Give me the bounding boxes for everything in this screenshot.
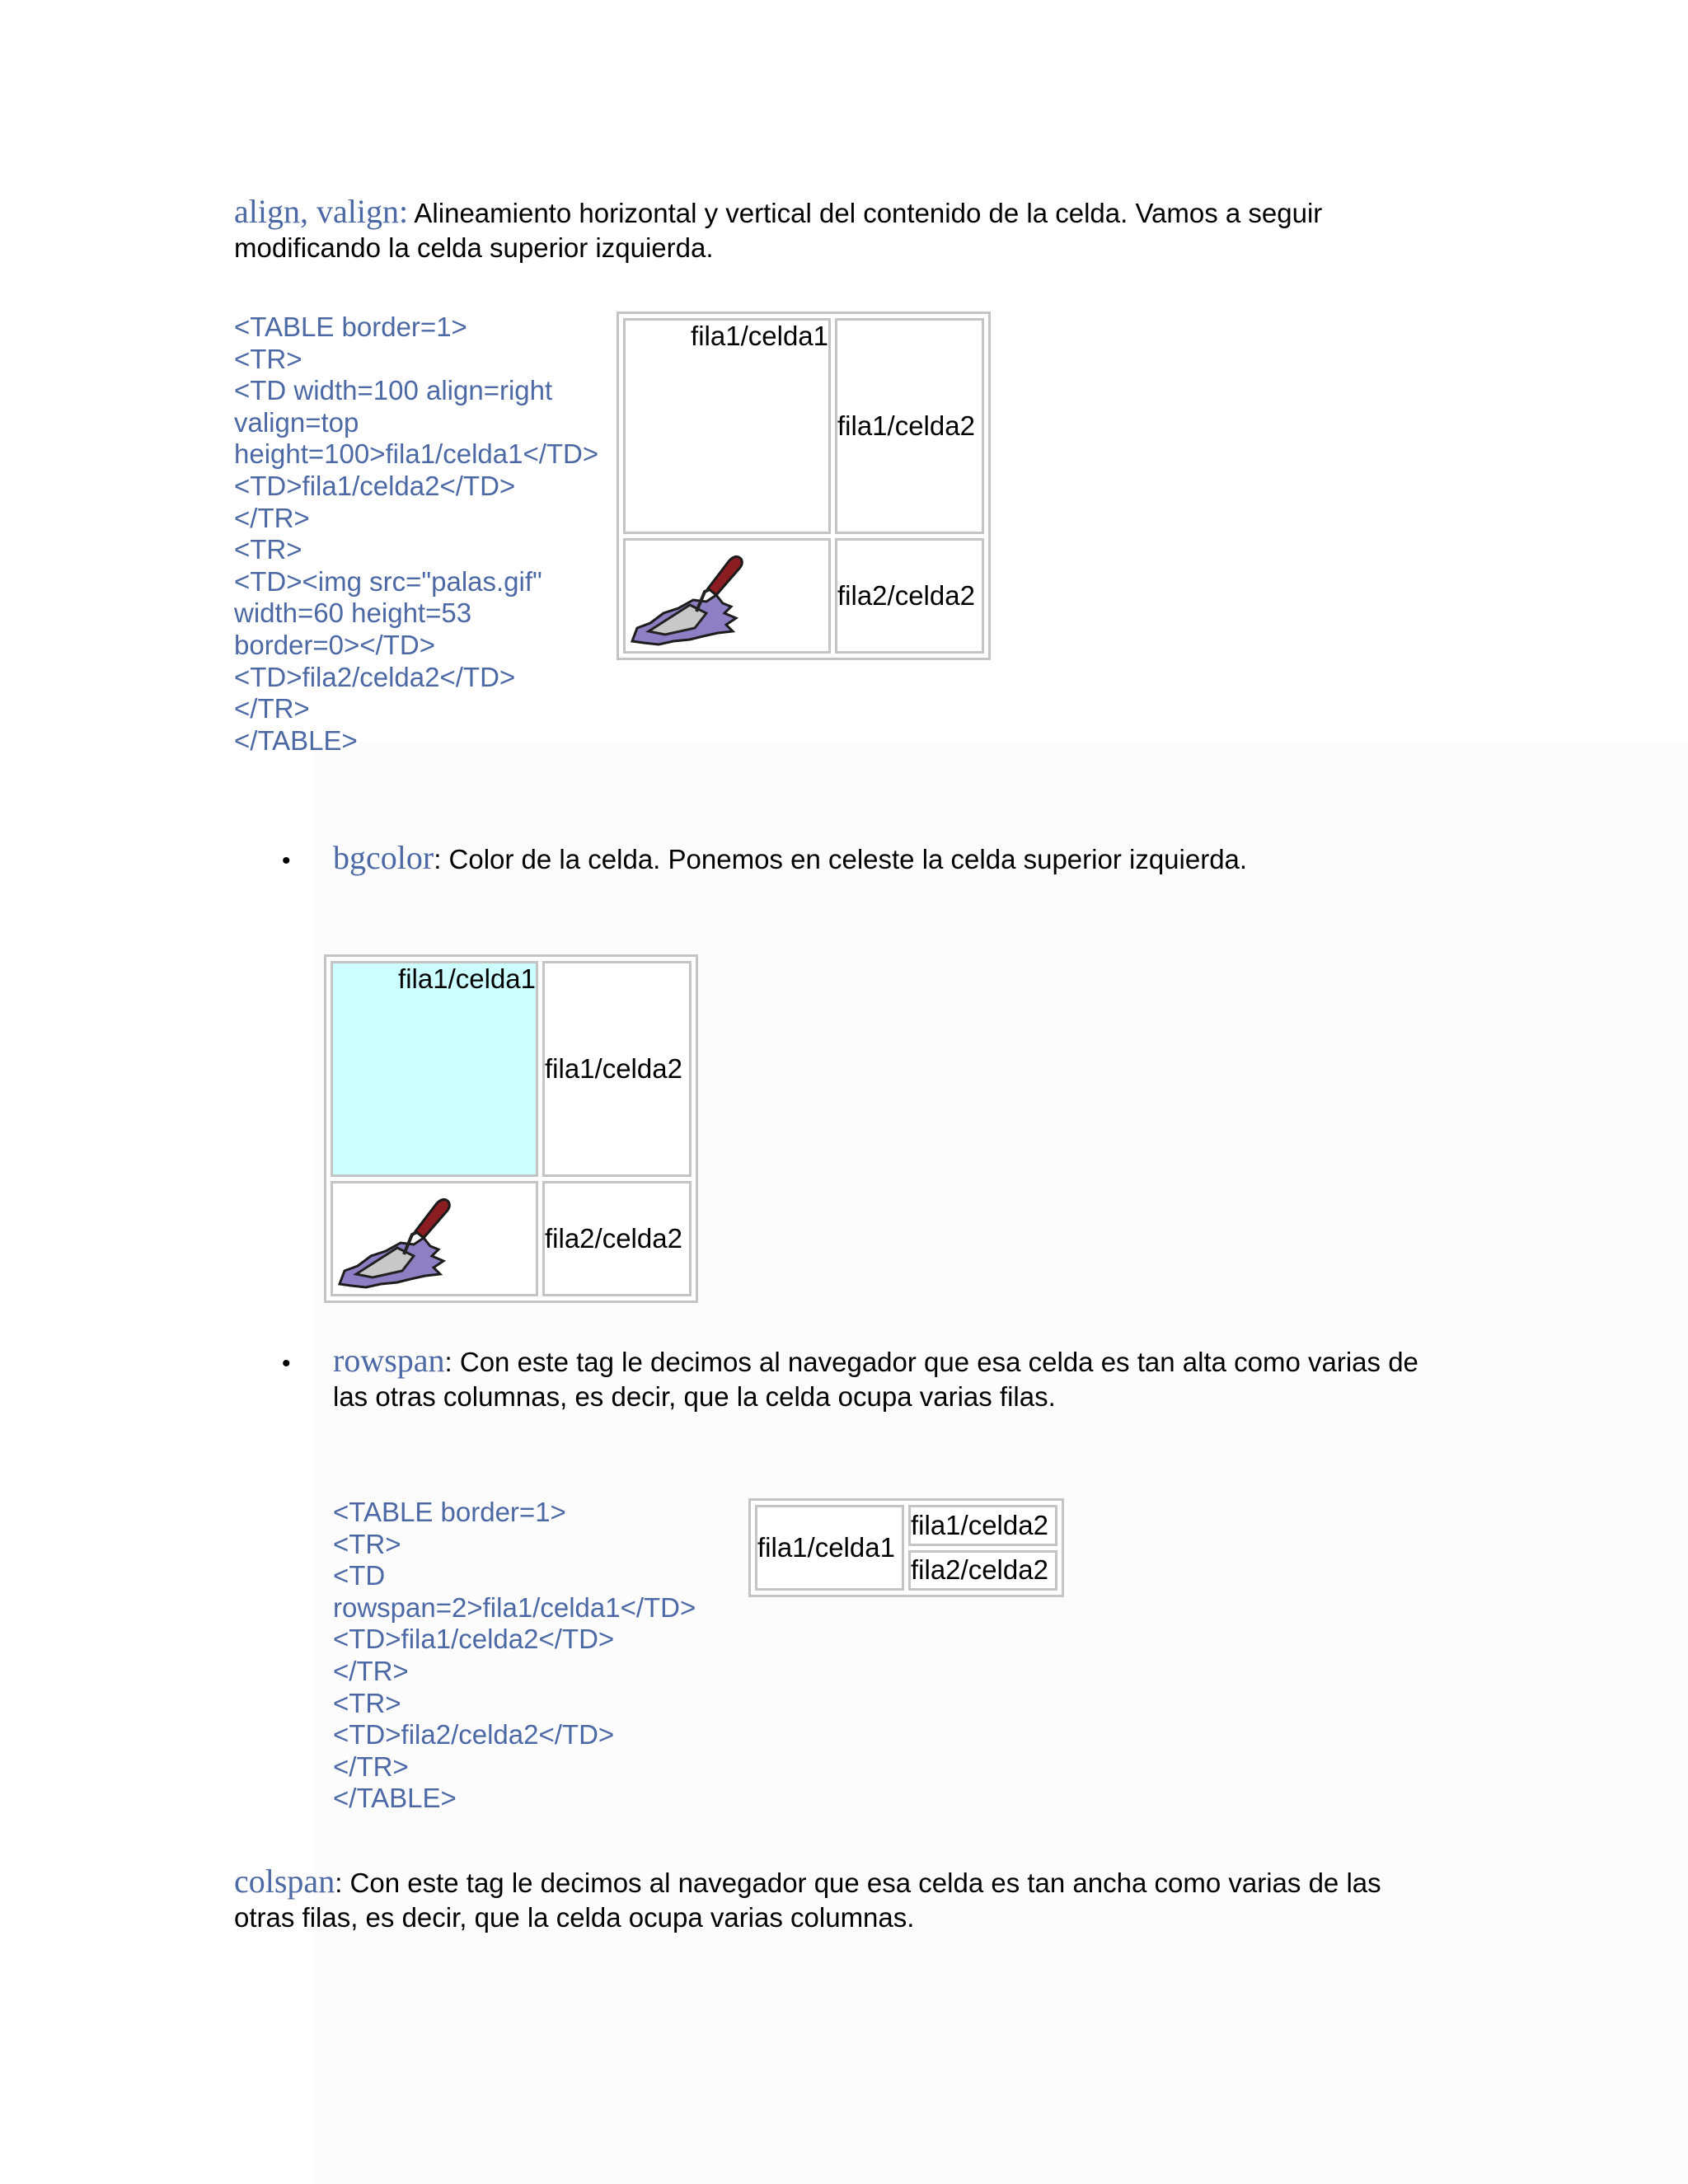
cell-text: fila1/celda2 xyxy=(545,1053,682,1084)
trowel-icon xyxy=(626,542,828,649)
code-line: </TABLE> xyxy=(333,1783,457,1814)
table-cell xyxy=(542,961,692,1177)
code-line: <TR> xyxy=(234,343,302,374)
cell-text: fila1/celda2 xyxy=(911,1509,1048,1540)
cell-text: fila2/celda2 xyxy=(545,1223,682,1254)
code-line: <TR> xyxy=(333,1687,401,1718)
table-cell-highlighted xyxy=(331,961,538,1177)
code-line: <TD>fila1/celda2</TD> xyxy=(333,1624,615,1655)
bgcolor-demo-table xyxy=(324,954,698,1303)
table-cell xyxy=(908,1550,1057,1591)
code-line: valign=top xyxy=(234,406,359,438)
code-line: <TD><img src="palas.gif" xyxy=(234,565,542,597)
table-cell xyxy=(835,538,984,654)
code-line: <TD width=100 align=right xyxy=(234,375,553,406)
code-line: width=60 height=53 xyxy=(234,598,472,629)
rowspan-description: : Con este tag le decimos al navegador que esa celda es tan alta como varias de las otras columnas, es decir, que la celda ocupa varias filas. xyxy=(333,1347,1418,1412)
code-line: </TR> xyxy=(333,1750,409,1782)
cell-text: fila1/celda1 xyxy=(398,963,536,994)
code-line: <TR> xyxy=(333,1528,401,1559)
code-line: border=0></TD> xyxy=(234,629,435,660)
code-line: <TD xyxy=(333,1560,386,1591)
bgcolor-term: bgcolor xyxy=(333,839,434,876)
code-line: rowspan=2>fila1/celda1</TD> xyxy=(333,1591,696,1623)
align-paragraph xyxy=(234,194,1388,265)
code-line: <TD>fila2/celda2</TD> xyxy=(333,1719,615,1750)
rowspan-term: rowspan xyxy=(333,1342,445,1379)
code-line: <TABLE border=1> xyxy=(234,312,467,342)
list-bullet: • xyxy=(282,847,291,874)
code-line: </TR> xyxy=(333,1655,409,1686)
list-bullet: • xyxy=(282,1350,291,1377)
trowel-icon xyxy=(333,1185,536,1292)
rowspan-paragraph xyxy=(333,1343,1437,1414)
bgcolor-paragraph xyxy=(333,841,1487,877)
cell-text: fila2/celda2 xyxy=(837,580,975,611)
table-cell xyxy=(331,1181,538,1296)
code-line: <TR> xyxy=(234,534,302,565)
cell-text: fila1/celda1 xyxy=(757,1532,895,1563)
code-line: </TR> xyxy=(234,502,310,533)
cell-text: fila2/celda2 xyxy=(911,1554,1048,1586)
code-line: <TD>fila1/celda2</TD> xyxy=(234,470,516,501)
table-cell xyxy=(542,1181,692,1296)
align-demo-table xyxy=(617,312,991,660)
code-line: <TD>fila2/celda2</TD> xyxy=(234,661,516,692)
align-code-block xyxy=(234,312,598,757)
rowspan-code-block xyxy=(333,1497,696,1815)
cell-text: fila1/celda1 xyxy=(691,321,828,351)
code-line: </TABLE> xyxy=(234,724,358,756)
table-cell xyxy=(835,318,984,534)
code-line: </TR> xyxy=(234,693,310,724)
cell-text: fila1/celda2 xyxy=(837,410,975,441)
colspan-paragraph xyxy=(234,1864,1421,1935)
code-line: <TABLE border=1> xyxy=(333,1497,566,1527)
align-description: Alineamiento horizontal y vertical del contenido de la celda. Vamos a seguir modificando la celda superior izquierda. xyxy=(234,198,1323,263)
align-term: align, valign: xyxy=(234,193,409,230)
table-cell xyxy=(908,1505,1057,1546)
table-cell-rowspan xyxy=(755,1505,904,1591)
rowspan-demo-table xyxy=(748,1498,1064,1597)
table-cell xyxy=(623,538,831,654)
bgcolor-description: : Color de la celda. Ponemos en celeste la celda superior izquierda. xyxy=(434,844,1248,874)
table-cell xyxy=(623,318,831,534)
colspan-description: : Con este tag le decimos al navegador que esa celda es tan ancha como varias de las otras filas, es decir, que la celda ocupa varias columnas. xyxy=(234,1868,1381,1933)
code-line: height=100>fila1/celda1</TD> xyxy=(234,438,599,470)
colspan-term: colspan xyxy=(234,1863,335,1900)
